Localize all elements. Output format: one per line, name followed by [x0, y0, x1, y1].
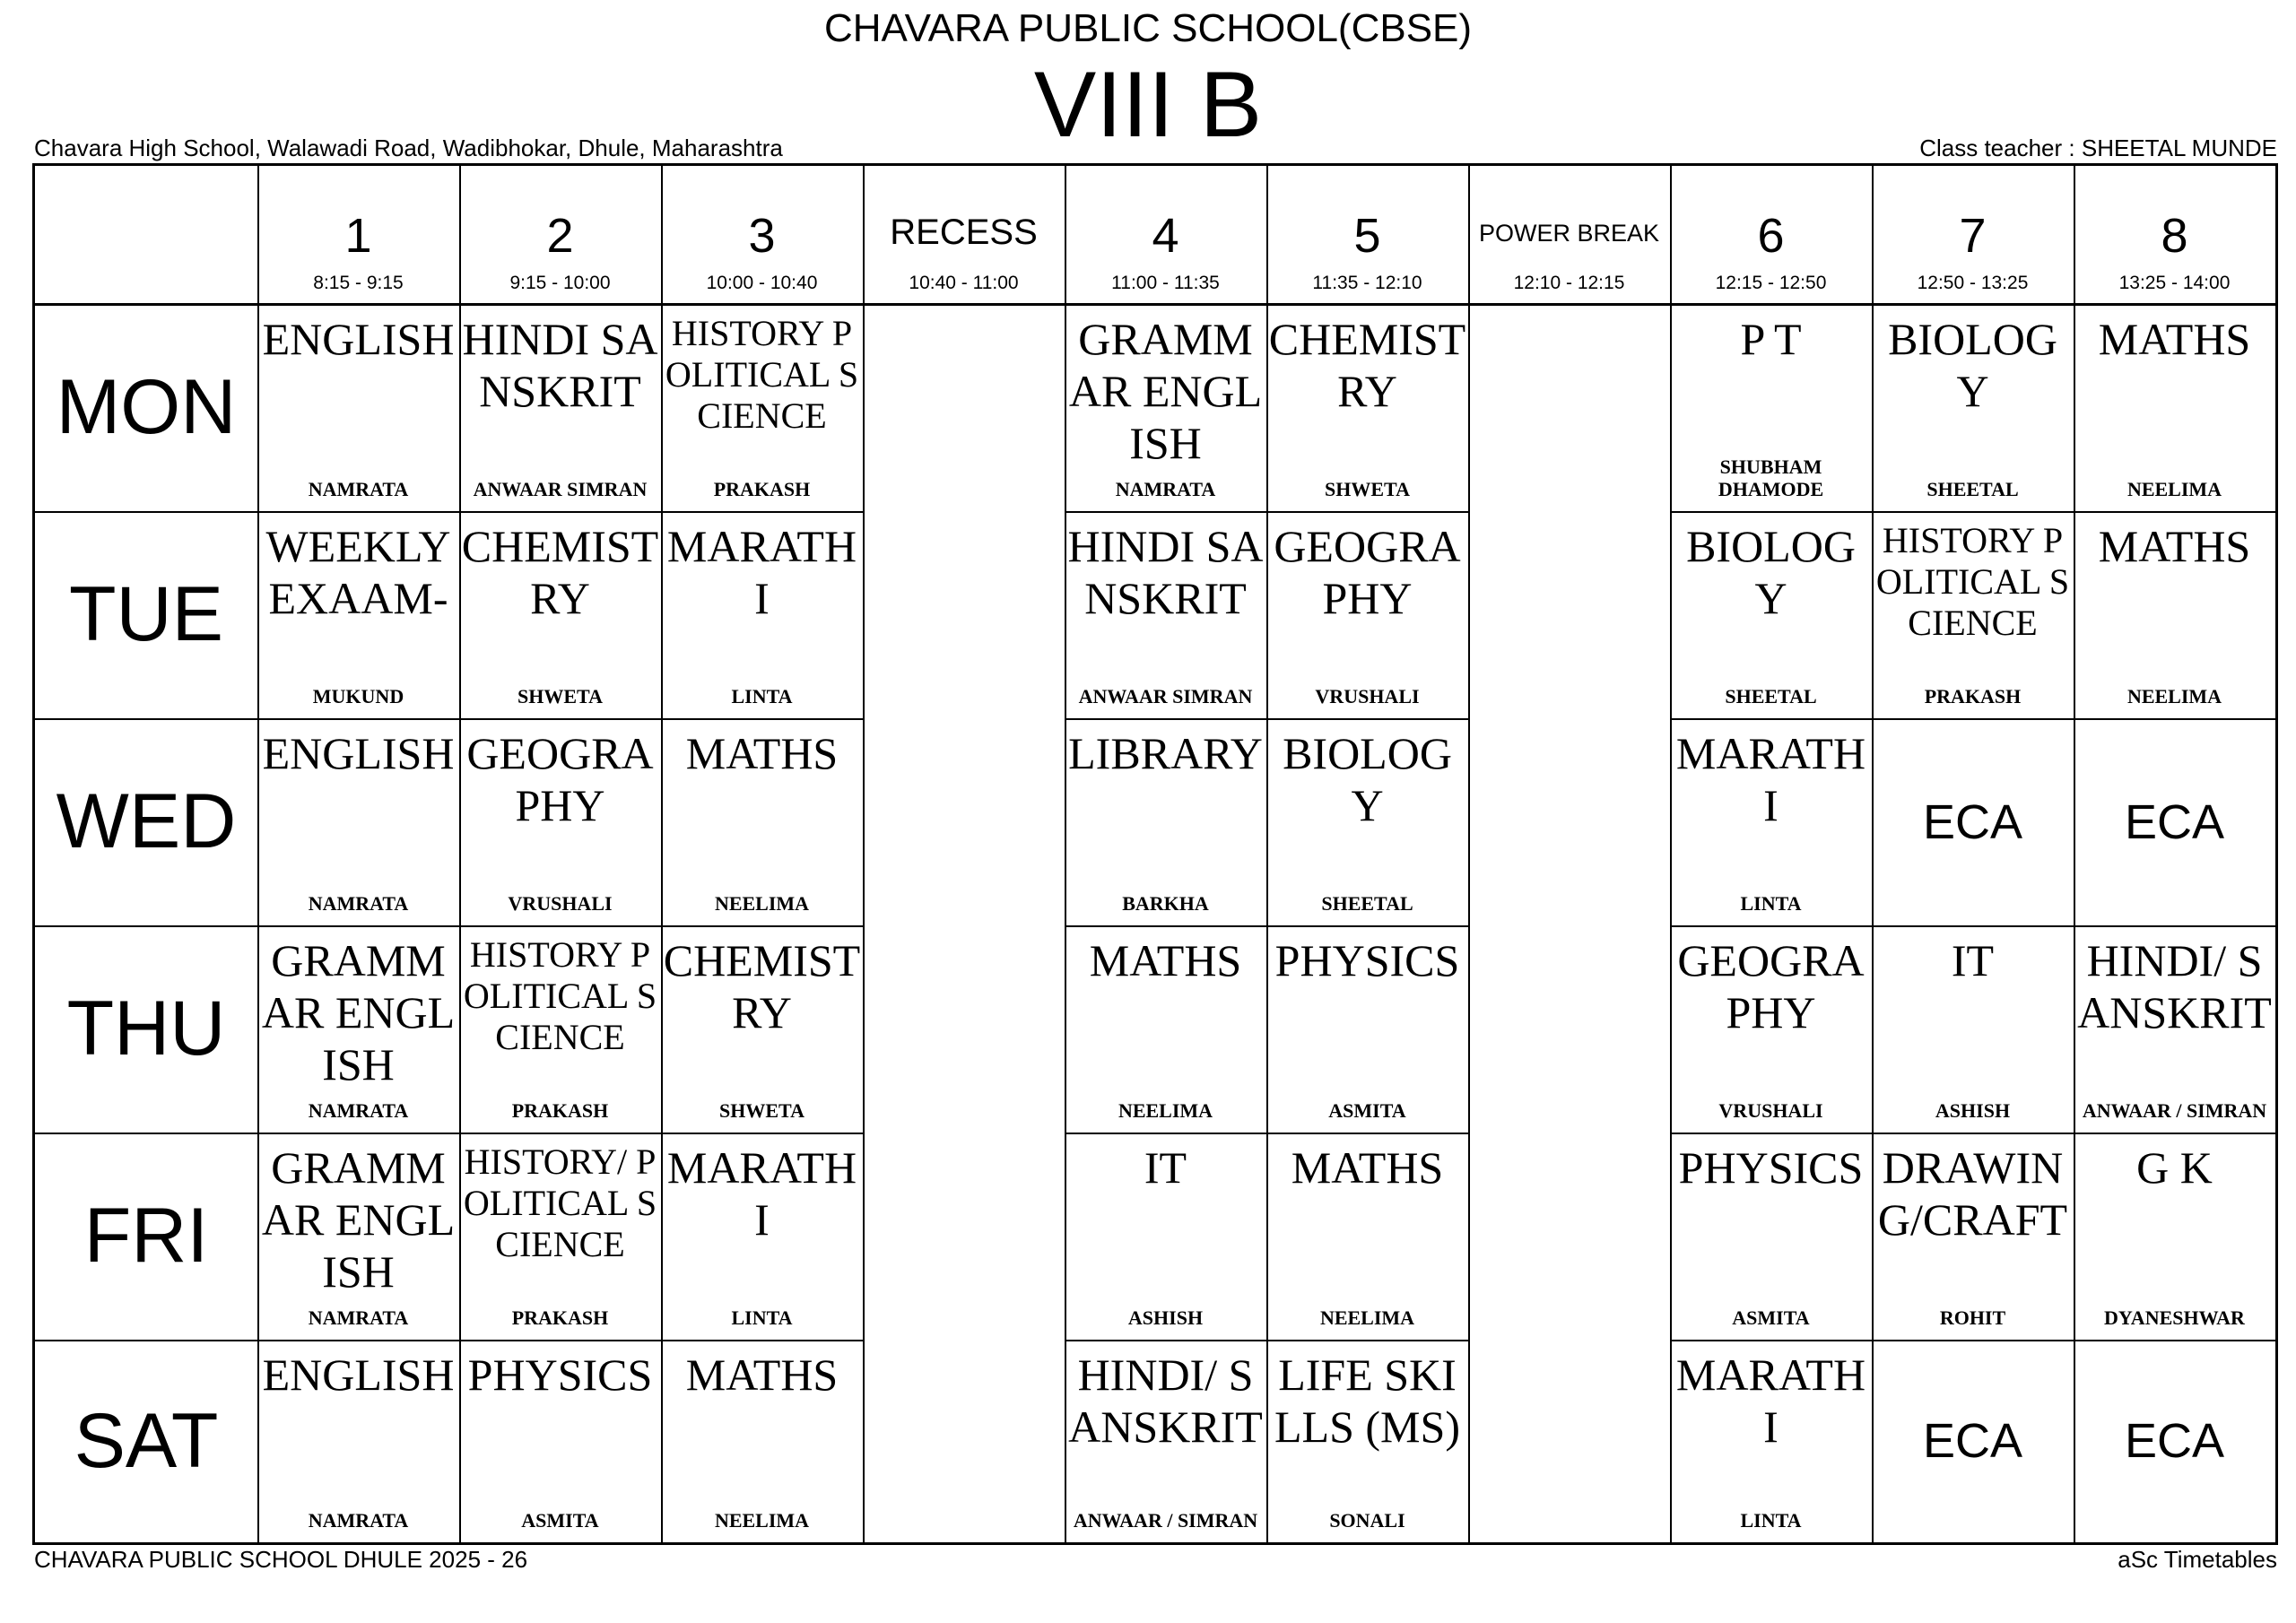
lesson-teacher: NAMRATA	[308, 892, 409, 915]
period-header	[257, 166, 459, 304]
lesson-cell	[459, 925, 661, 1133]
lesson-cell	[1670, 304, 1872, 511]
footer-school-year: CHAVARA PUBLIC SCHOOL DHULE 2025 - 26	[34, 1546, 528, 1573]
lesson-subject: PHYSICS	[1678, 1142, 1864, 1193]
lesson-subject: BIOLOGY	[1888, 314, 2057, 416]
period-time: 12:15 - 12:50	[1715, 273, 1827, 293]
lesson-cell	[257, 511, 459, 718]
lesson-teacher: LINTA	[731, 685, 793, 707]
lesson-teacher: PRAKASH	[713, 478, 811, 500]
lesson-cell	[661, 511, 863, 718]
lesson-teacher: LINTA	[1740, 1509, 1802, 1532]
lesson-subject: MATHS	[685, 1350, 839, 1400]
lesson-cell	[1872, 511, 2074, 718]
lesson-teacher: NEELIMA	[714, 1509, 810, 1532]
grid-line	[1065, 1133, 1468, 1134]
grid-line	[1266, 166, 1268, 1542]
lesson-subject: MATHS	[2098, 521, 2251, 571]
lesson-subject: GRAMMAR ENGLISH	[261, 1142, 456, 1297]
lesson-subject: MATHS	[2098, 314, 2251, 364]
lesson-subject: HISTORY POLITICAL SCIENCE	[1875, 520, 2070, 643]
lesson-subject: MATHS	[1291, 1142, 1444, 1193]
lesson-cell	[1266, 925, 1468, 1133]
lesson-cell	[1065, 1133, 1266, 1340]
lesson-cell	[1065, 304, 1266, 511]
grid-line	[35, 925, 863, 927]
lesson-cell	[257, 925, 459, 1133]
lesson-cell	[1266, 718, 1468, 925]
lesson-teacher: ASHISH	[1935, 1099, 2011, 1122]
lesson-teacher: NEELIMA	[714, 892, 810, 915]
lesson-subject: ENGLISH	[262, 728, 455, 778]
grid-line	[661, 166, 663, 1542]
lesson-subject: CHEMISTRY	[1268, 314, 1466, 416]
grid-line	[1468, 166, 1470, 1542]
period-time: 9:15 - 10:00	[509, 273, 611, 293]
period-label: 8	[2161, 209, 2188, 263]
lesson-subject: GEOGRAPHY	[1274, 521, 1461, 623]
lesson-teacher: NEELIMA	[2126, 685, 2222, 707]
lesson-cell	[2074, 1340, 2275, 1542]
lesson-teacher: ASMITA	[1328, 1099, 1406, 1122]
lesson-subject: PHYSICS	[467, 1350, 653, 1400]
footer-generator: aSc Timetables	[2118, 1546, 2277, 1573]
period-time: 8:15 - 9:15	[313, 273, 404, 293]
lesson-teacher: SHWETA	[517, 685, 603, 707]
grid-line	[1670, 166, 1672, 1542]
lesson-subject: MARATHI	[666, 521, 857, 623]
period-label: 7	[1959, 209, 1987, 263]
lesson-cell	[2074, 925, 2275, 1133]
grid-line	[1670, 925, 2275, 927]
lesson-subject: ECA	[2124, 794, 2225, 849]
lesson-subject: HISTORY POLITICAL SCIENCE	[665, 313, 859, 436]
lesson-subject: ENGLISH	[262, 1350, 455, 1400]
lesson-cell	[257, 1133, 459, 1340]
lesson-teacher: ROHIT	[1939, 1306, 2006, 1329]
lesson-teacher: ANWAAR SIMRAN	[1078, 685, 1253, 707]
lesson-teacher: SHEETAL	[1321, 892, 1413, 915]
day-label: FRI	[83, 1193, 209, 1279]
day-label: WED	[56, 778, 237, 864]
lesson-cell	[661, 925, 863, 1133]
lesson-cell	[459, 718, 661, 925]
grid-line	[863, 166, 865, 1542]
period-label: RECESS	[890, 213, 1038, 252]
lesson-teacher: PRAKASH	[511, 1306, 609, 1329]
day-cell	[35, 718, 257, 925]
lesson-teacher: NEELIMA	[2126, 478, 2222, 500]
lesson-teacher: SHEETAL	[1725, 685, 1817, 707]
lesson-subject: HISTORY/ POLITICAL SCIENCE	[463, 1141, 657, 1264]
grid-line	[1670, 1133, 2275, 1134]
lesson-cell	[1670, 718, 1872, 925]
grid-line	[35, 303, 2275, 306]
day-cell	[35, 925, 257, 1133]
lesson-teacher: SHWETA	[719, 1099, 804, 1122]
period-time: 10:00 - 10:40	[706, 273, 818, 293]
grid-line	[1065, 1340, 1468, 1341]
period-label: 3	[748, 209, 776, 263]
period-header	[1266, 166, 1468, 304]
lesson-cell	[459, 1340, 661, 1542]
day-cell	[35, 1133, 257, 1340]
grid-line	[1065, 925, 1468, 927]
lesson-subject: HINDI/ SANSKRIT	[1068, 1350, 1263, 1452]
lesson-cell	[1266, 1340, 1468, 1542]
period-label: 2	[546, 209, 574, 263]
grid-line	[2074, 166, 2075, 1542]
class-teacher: Class teacher : SHEETAL MUNDE	[1919, 135, 2277, 161]
lesson-cell	[1872, 718, 2074, 925]
lesson-cell	[661, 304, 863, 511]
grid-line	[1065, 166, 1066, 1542]
lesson-cell	[2074, 304, 2275, 511]
lesson-cell	[1670, 1133, 1872, 1340]
lesson-subject: GEOGRAPHY	[1677, 935, 1865, 1037]
lesson-subject: IT	[1144, 1142, 1187, 1193]
lesson-cell	[257, 718, 459, 925]
period-header	[1468, 166, 1670, 304]
lesson-subject: LIBRARY	[1068, 728, 1263, 778]
grid-line	[1065, 511, 1468, 513]
period-time: 12:10 - 12:15	[1513, 273, 1625, 293]
day-cell	[35, 304, 257, 511]
lesson-subject: ENGLISH	[262, 314, 455, 364]
lesson-cell	[459, 511, 661, 718]
lesson-cell	[2074, 718, 2275, 925]
lesson-cell	[661, 718, 863, 925]
lesson-teacher: MUKUND	[312, 685, 404, 707]
lesson-teacher: BARKHA	[1122, 892, 1209, 915]
lesson-teacher: SHWETA	[1325, 478, 1410, 500]
grid-line	[35, 1133, 863, 1134]
period-header	[863, 166, 1065, 304]
lesson-teacher: VRUSHALI	[1718, 1099, 1823, 1122]
lesson-cell	[257, 1340, 459, 1542]
lesson-subject: ECA	[2124, 1414, 2225, 1468]
lesson-teacher: NAMRATA	[308, 1099, 409, 1122]
lesson-subject: HINDI SANSKRIT	[1067, 521, 1264, 623]
lesson-subject: WEEKLY EXAAM-	[265, 521, 451, 623]
period-time: 10:40 - 11:00	[909, 273, 1019, 293]
lesson-teacher: LINTA	[1740, 892, 1802, 915]
lesson-subject: HISTORY POLITICAL SCIENCE	[463, 934, 657, 1057]
lesson-cell	[1872, 304, 2074, 511]
lesson-subject: IT	[1951, 935, 1995, 985]
lesson-cell	[1266, 304, 1468, 511]
lesson-teacher: NAMRATA	[308, 1509, 409, 1532]
day-label: TUE	[69, 571, 223, 657]
grid-line	[257, 166, 259, 1542]
lesson-teacher: ASMITA	[521, 1509, 599, 1532]
lesson-subject: LIFE SKILLS (MS)	[1274, 1350, 1460, 1452]
lesson-teacher: NAMRATA	[308, 1306, 409, 1329]
day-cell	[35, 511, 257, 718]
lesson-subject: MARATHI	[666, 1142, 857, 1245]
grid-line	[1065, 718, 1468, 720]
lesson-teacher: ASMITA	[1732, 1306, 1810, 1329]
lesson-subject: DRAWING/CRAFT	[1877, 1142, 2068, 1245]
lesson-subject: CHEMISTRY	[663, 935, 861, 1037]
lesson-cell	[1872, 925, 2074, 1133]
lesson-teacher: SHEETAL	[1926, 478, 2019, 500]
day-label: SAT	[74, 1397, 219, 1484]
period-header	[1065, 166, 1266, 304]
grid-line	[1670, 718, 2275, 720]
grid-line	[35, 718, 863, 720]
lesson-cell	[1266, 511, 1468, 718]
lesson-subject: BIOLOGY	[1686, 521, 1856, 623]
school-address: Chavara High School, Walawadi Road, Wadibhokar, Dhule, Maharashtra	[34, 135, 783, 161]
lesson-subject: GRAMMAR ENGLISH	[1068, 314, 1263, 468]
lesson-cell	[1065, 718, 1266, 925]
lesson-cell	[1872, 1133, 2074, 1340]
period-label: 4	[1152, 209, 1179, 263]
period-label: POWER BREAK	[1478, 220, 1660, 247]
lesson-subject: MATHS	[685, 728, 839, 778]
lesson-cell	[1065, 925, 1266, 1133]
day-label: MON	[56, 364, 237, 450]
period-time: 11:35 - 12:10	[1312, 273, 1422, 293]
grid-line	[35, 511, 863, 513]
timetable-grid	[32, 163, 2278, 1545]
lesson-subject: GEOGRAPHY	[466, 728, 654, 830]
lesson-cell	[1670, 1340, 1872, 1542]
lesson-teacher: NEELIMA	[1118, 1099, 1213, 1122]
lesson-cell	[459, 1133, 661, 1340]
lesson-teacher: NAMRATA	[1115, 478, 1216, 500]
lesson-cell	[459, 304, 661, 511]
lesson-subject: HINDI/ SANSKRIT	[2077, 935, 2272, 1037]
period-header	[661, 166, 863, 304]
lesson-teacher: PRAKASH	[1924, 685, 2022, 707]
lesson-cell	[1670, 925, 1872, 1133]
lesson-subject: PHYSICS	[1274, 935, 1460, 985]
period-label: 6	[1757, 209, 1785, 263]
grid-line	[459, 166, 461, 1542]
period-header	[1670, 166, 1872, 304]
period-time: 12:50 - 13:25	[1917, 273, 2029, 293]
lesson-subject: MARATHI	[1675, 728, 1866, 830]
lesson-cell	[661, 1340, 863, 1542]
lesson-cell	[2074, 1133, 2275, 1340]
lesson-subject: ECA	[1922, 794, 2023, 849]
lesson-cell	[1065, 511, 1266, 718]
day-cell	[35, 1340, 257, 1542]
grid-line	[1670, 511, 2275, 513]
lesson-subject: HINDI SANSKRIT	[462, 314, 658, 416]
period-time: 13:25 - 14:00	[2118, 273, 2231, 293]
period-time: 11:00 - 11:35	[1111, 273, 1220, 293]
lesson-cell	[257, 304, 459, 511]
period-header	[459, 166, 661, 304]
grid-line	[35, 1340, 863, 1341]
lesson-subject: BIOLOGY	[1283, 728, 1452, 830]
lesson-cell	[1872, 1340, 2074, 1542]
school-name: CHAVARA PUBLIC SCHOOL(CBSE)	[823, 6, 1473, 50]
lesson-cell	[1266, 1133, 1468, 1340]
lesson-cell	[1065, 1340, 1266, 1542]
lesson-teacher: NAMRATA	[308, 478, 409, 500]
lesson-teacher: PRAKASH	[511, 1099, 609, 1122]
lesson-cell	[1670, 511, 1872, 718]
lesson-teacher: DYANESHWAR	[2104, 1306, 2245, 1329]
lesson-cell	[2074, 511, 2275, 718]
period-header	[1872, 166, 2074, 304]
lesson-teacher: ANWAAR SIMRAN	[473, 478, 648, 500]
lesson-subject: G K	[2136, 1142, 2213, 1193]
lesson-teacher: SONALI	[1329, 1509, 1405, 1532]
lesson-teacher: NEELIMA	[1319, 1306, 1415, 1329]
lesson-subject: GRAMMAR ENGLISH	[261, 935, 456, 1089]
lesson-teacher: SHUBHAM DHAMODE	[1718, 456, 1824, 500]
lesson-teacher: ANWAAR / SIMRAN	[2082, 1099, 2267, 1122]
class-name: VIII B	[1033, 53, 1263, 157]
lesson-teacher: ANWAAR / SIMRAN	[1073, 1509, 1258, 1532]
lesson-subject: CHEMISTRY	[461, 521, 659, 623]
period-label: 5	[1353, 209, 1381, 263]
grid-line	[1872, 166, 1874, 1542]
grid-line	[1670, 1340, 2275, 1341]
lesson-teacher: LINTA	[731, 1306, 793, 1329]
lesson-teacher: ASHISH	[1127, 1306, 1204, 1329]
lesson-cell	[661, 1133, 863, 1340]
lesson-teacher: VRUSHALI	[1315, 685, 1420, 707]
lesson-subject: ECA	[1922, 1414, 2023, 1468]
lesson-subject: MATHS	[1089, 935, 1242, 985]
period-header	[2074, 166, 2275, 304]
day-label: THU	[66, 985, 226, 1072]
lesson-teacher: VRUSHALI	[508, 892, 613, 915]
period-label: 1	[344, 209, 372, 263]
lesson-subject: MARATHI	[1675, 1350, 1866, 1452]
lesson-subject: P T	[1740, 314, 1802, 364]
